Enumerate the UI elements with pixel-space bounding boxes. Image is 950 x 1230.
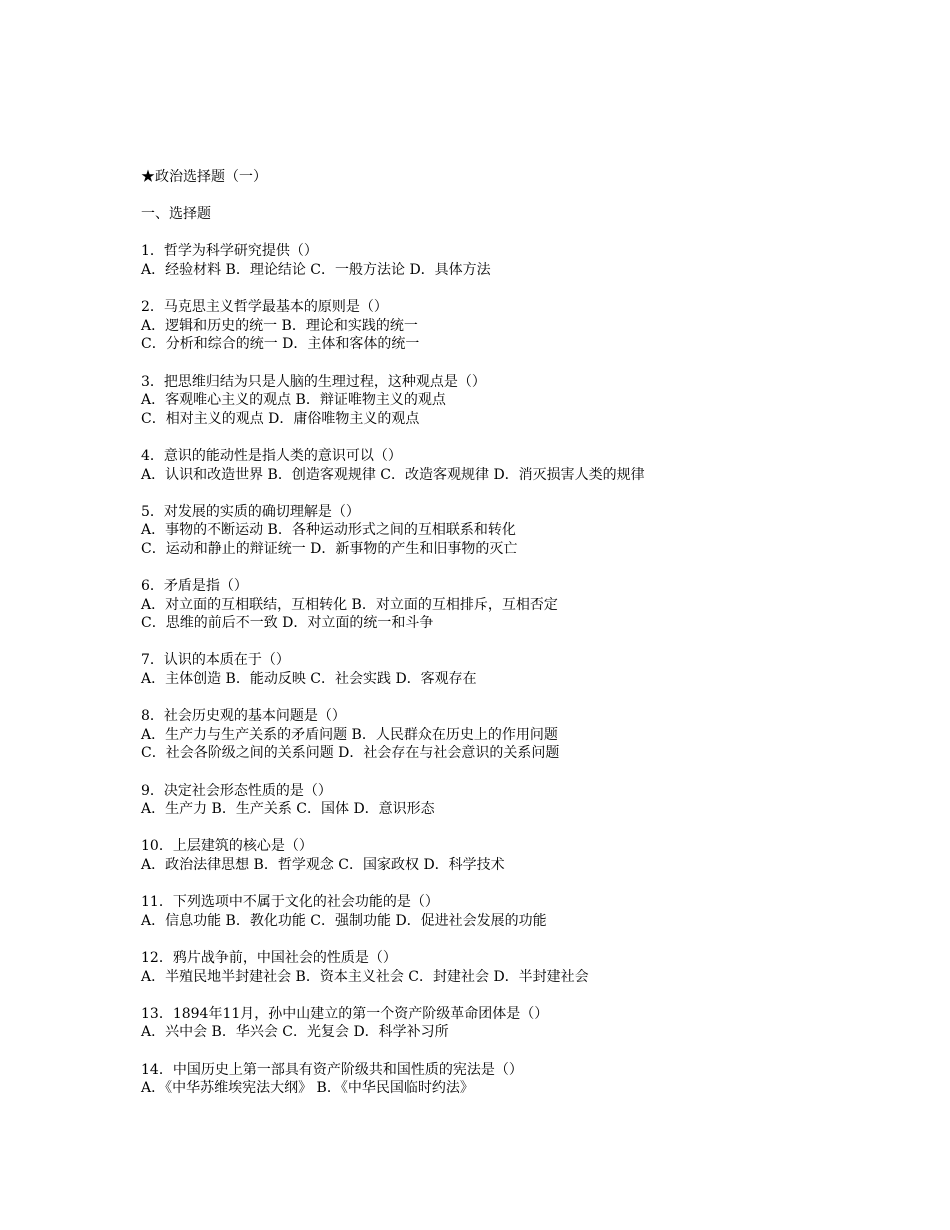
- question-options: A．生产力与生产关系的矛盾问题 B．人民群众在历史上的作用问题: [141, 726, 558, 743]
- question-10: [141, 837, 921, 874]
- question-9: [141, 782, 921, 819]
- question-options: C．相对主义的观点 D．庸俗唯物主义的观点: [141, 410, 420, 427]
- question-options: A．事物的不断运动 B．各种运动形式之间的互相联系和转化: [141, 522, 516, 539]
- question-stem: 6．矛盾是指（）: [141, 578, 248, 595]
- question-6: [141, 577, 921, 633]
- question-stem: 12．鸦片战争前，中国社会的性质是（）: [141, 949, 397, 966]
- question-options: A．认识和改造世界 B．创造客观规律 C．改造客观规律 D．消灭损害人类的规律: [141, 466, 645, 483]
- question-options: A．信息功能 B．教化功能 C．强制功能 D．促进社会发展的功能: [141, 912, 547, 929]
- question-options: C．思维的前后不一致 D．对立面的统一和斗争: [141, 615, 434, 632]
- section-heading: 一、选择题: [141, 206, 211, 223]
- question-stem: 8．社会历史观的基本问题是（）: [141, 708, 346, 725]
- question-14: [141, 1061, 921, 1098]
- question-options: A．政治法律思想 B．哲学观念 C．国家政权 D．科学技术: [141, 856, 505, 873]
- question-options: C．社会各阶级之间的关系问题 D．社会存在与社会意识的关系问题: [141, 745, 560, 762]
- question-stem: 14．中国历史上第一部具有资产阶级共和国性质的宪法是（）: [141, 1061, 523, 1078]
- question-stem: 13．1894年11月，孙中山建立的第一个资产阶级革命团体是（）: [141, 1005, 549, 1022]
- question-options: A．经验材料 B．理论结论 C．一般方法论 D．具体方法: [141, 261, 491, 278]
- question-stem: 1．哲学为科学研究提供（）: [141, 243, 318, 260]
- question-5: [141, 503, 921, 559]
- question-stem: 4．意识的能动性是指人类的意识可以（）: [141, 447, 402, 464]
- question-options: A．生产力 B．生产关系 C．国体 D．意识形态: [141, 801, 435, 818]
- question-options: A．逻辑和历史的统一 B．理论和实践的统一: [141, 317, 418, 334]
- question-stem: 11．下列选项中不属于文化的社会功能的是（）: [141, 894, 439, 911]
- question-options: C．分析和综合的统一 D．主体和客体的统一: [141, 336, 420, 353]
- question-12: [141, 949, 921, 986]
- question-stem: 10．上层建筑的核心是（）: [141, 838, 313, 855]
- question-stem: 9．决定社会形态性质的是（）: [141, 782, 332, 799]
- question-7: [141, 651, 921, 688]
- question-stem: 2．马克思主义哲学最基本的原则是（）: [141, 299, 388, 316]
- question-8: [141, 707, 921, 763]
- question-options: A．《中华苏维埃宪法大纲》 B．《中华民国临时约法》: [141, 1080, 474, 1097]
- question-stem: 7．认识的本质在于（）: [141, 652, 290, 669]
- question-1: [141, 242, 921, 279]
- document-page: [141, 168, 921, 1098]
- question-options: C．运动和静止的辩证统一 D．新事物的产生和旧事物的灭亡: [141, 540, 518, 557]
- question-stem: 5．对发展的实质的确切理解是（）: [141, 503, 360, 520]
- question-3: [141, 373, 921, 429]
- question-options: A．对立面的互相联结，互相转化 B．对立面的互相排斥，互相否定: [141, 596, 558, 613]
- question-stem: 3．把思维归结为只是人脑的生理过程，这种观点是（）: [141, 373, 486, 390]
- question-4: [141, 447, 921, 484]
- document-title: ★政治选择题（一）: [141, 169, 267, 185]
- question-11: [141, 893, 921, 930]
- question-2: [141, 298, 921, 354]
- question-options: A．兴中会 B．华兴会 C．光复会 D．科学补习所: [141, 1024, 449, 1041]
- question-options: A．主体创造 B．能动反映 C．社会实践 D．客观存在: [141, 671, 477, 688]
- question-options: A．半殖民地半封建社会 B．资本主义社会 C．封建社会 D．半封建社会: [141, 968, 589, 985]
- question-13: [141, 1005, 921, 1042]
- question-options: A．客观唯心主义的观点 B．辩证唯物主义的观点: [141, 392, 446, 409]
- question-list: [141, 242, 921, 1097]
